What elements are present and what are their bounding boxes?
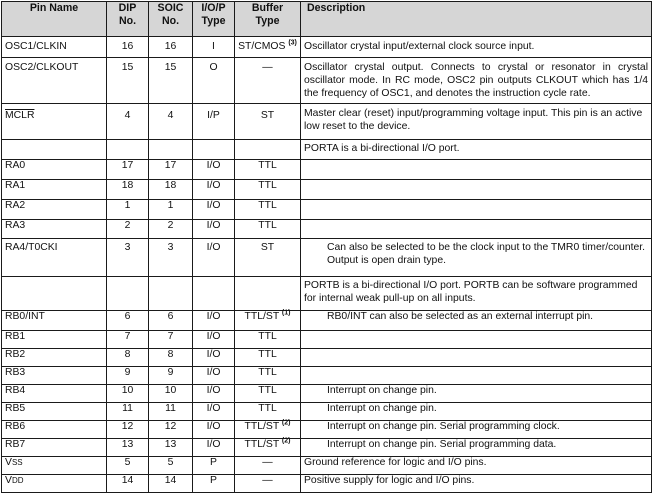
io-type: P — [193, 475, 235, 493]
pin-description: Ground reference for logic and I/O pins. — [301, 457, 652, 475]
soic-number: 8 — [149, 349, 193, 367]
pin-name: VDD — [2, 475, 107, 493]
buffer-type: ST — [235, 239, 301, 277]
pin-description: Positive supply for logic and I/O pins. — [301, 475, 652, 493]
buffer-type: TTL — [235, 180, 301, 200]
soic-number: 15 — [149, 58, 193, 104]
io-type: O — [193, 58, 235, 104]
pin-name: VSS — [2, 457, 107, 475]
io-type: I/O — [193, 385, 235, 403]
pin-name: OSC1/CLKIN — [2, 37, 107, 58]
port-a-header-row — [2, 140, 652, 160]
io-type: I/O — [193, 367, 235, 385]
table-row — [2, 385, 652, 403]
buffer-type: — — [235, 475, 301, 493]
pin-description: Can also be selected to be the clock input to the TMR0 timer/counter. Output is open drain type. — [301, 239, 652, 277]
buffer-type: TTL — [235, 220, 301, 239]
pin-name: RA4/T0CKI — [2, 239, 107, 277]
dip-number: 11 — [107, 403, 149, 421]
dip-number: 9 — [107, 367, 149, 385]
header-pin-name: Pin Name — [2, 2, 107, 37]
pin-name: RB2 — [2, 349, 107, 367]
io-type: I/O — [193, 349, 235, 367]
buffer-type: TTL/ST $^{(2)}$ — [235, 439, 301, 457]
io-type: P — [193, 457, 235, 475]
io-type: I/O — [193, 439, 235, 457]
dip-number: 18 — [107, 180, 149, 200]
pin-description: Oscillator crystal input/external clock source input. — [301, 37, 652, 58]
dip-number: 15 — [107, 58, 149, 104]
io-type: I/O — [193, 403, 235, 421]
dip-number: 6 — [107, 311, 149, 331]
porta-description: PORTA is a bi-directional I/O port. — [301, 140, 652, 160]
soic-number: 4 — [149, 104, 193, 140]
soic-number: 1 — [149, 200, 193, 220]
soic-number: 3 — [149, 239, 193, 277]
pin-description: Interrupt on change pin. — [301, 385, 652, 403]
buffer-type: TTL — [235, 403, 301, 421]
buffer-type: TTL — [235, 160, 301, 180]
pin-name: RB1 — [2, 331, 107, 349]
buffer-type: — — [235, 457, 301, 475]
soic-number: 6 — [149, 311, 193, 331]
dip-number: 8 — [107, 349, 149, 367]
buffer-type: TTL — [235, 385, 301, 403]
dip-number: 10 — [107, 385, 149, 403]
dip-number: 14 — [107, 475, 149, 493]
table-row — [2, 457, 652, 475]
soic-number: 18 — [149, 180, 193, 200]
pin-name: RA0 — [2, 160, 107, 180]
buffer-type: TTL — [235, 200, 301, 220]
soic-number: 11 — [149, 403, 193, 421]
port-b-header-row — [2, 277, 652, 311]
pin-name: RB3 — [2, 367, 107, 385]
buffer-type: TTL — [235, 367, 301, 385]
pin-name: RB4 — [2, 385, 107, 403]
table-row — [2, 349, 652, 367]
pin-name: RB6 — [2, 421, 107, 439]
pin-description-table — [1, 1, 652, 493]
dip-number: 17 — [107, 160, 149, 180]
table-row — [2, 331, 652, 349]
soic-number: 14 — [149, 475, 193, 493]
io-type: I — [193, 37, 235, 58]
io-type: I/O — [193, 239, 235, 277]
pin-description: Interrupt on change pin. — [301, 403, 652, 421]
header-dip: DIP No. — [107, 2, 149, 37]
pin-description: Oscillator crystal output. Connects to crystal or resonator in crystal oscillator mode. In RC mode, OSC2 pin outputs CLKOUT which has 1/4 the frequency of OSC1, and denotes the instruction cycle rate. — [301, 58, 652, 104]
soic-number: 17 — [149, 160, 193, 180]
pin-description: Interrupt on change pin. Serial programming data. — [301, 439, 652, 457]
soic-number: 5 — [149, 457, 193, 475]
table-row — [2, 403, 652, 421]
io-type: I/O — [193, 311, 235, 331]
io-type: I/O — [193, 200, 235, 220]
header-row — [2, 2, 652, 37]
table-row — [2, 37, 652, 58]
soic-number: 12 — [149, 421, 193, 439]
pin-description: RB0/INT can also be selected as an external interrupt pin. — [301, 311, 652, 331]
dip-number: 12 — [107, 421, 149, 439]
pin-name: RA1 — [2, 180, 107, 200]
soic-number: 10 — [149, 385, 193, 403]
io-type: I/O — [193, 220, 235, 239]
header-buffer-type: Buffer Type — [235, 2, 301, 37]
buffer-type: ST — [235, 104, 301, 140]
footnote-ref: (2) — [281, 437, 291, 445]
table-row — [2, 421, 652, 439]
dip-number: 2 — [107, 220, 149, 239]
dip-number: 3 — [107, 239, 149, 277]
soic-number: 9 — [149, 367, 193, 385]
table-row — [2, 311, 652, 331]
soic-number: 13 — [149, 439, 193, 457]
table-row — [2, 475, 652, 493]
table-row — [2, 180, 652, 200]
table-row — [2, 439, 652, 457]
buffer-type: TTL — [235, 349, 301, 367]
pin-name: MCLR — [2, 104, 107, 140]
dip-number: 1 — [107, 200, 149, 220]
footnote-ref: (2) — [281, 419, 291, 427]
soic-number: 2 — [149, 220, 193, 239]
portb-description: PORTB is a bi-directional I/O port. PORTB can be software programmed for internal weak pull-up on all inputs. — [301, 277, 652, 311]
pin-description: Master clear (reset) input/programming voltage input. This pin is an active low reset to the device. — [301, 104, 652, 140]
table-row — [2, 58, 652, 104]
table-row — [2, 104, 652, 140]
dip-number: 4 — [107, 104, 149, 140]
pin-name: RA2 — [2, 200, 107, 220]
io-type: I/P — [193, 104, 235, 140]
footnote-ref: (1) — [281, 309, 291, 317]
dip-number: 16 — [107, 37, 149, 58]
dip-number: 13 — [107, 439, 149, 457]
soic-number: 16 — [149, 37, 193, 58]
pin-description: Interrupt on change pin. Serial programming clock. — [301, 421, 652, 439]
buffer-type: TTL/ST $^{(1)}$ — [235, 311, 301, 331]
dip-number: 7 — [107, 331, 149, 349]
header-soic: SOIC No. — [149, 2, 193, 37]
table-row — [2, 367, 652, 385]
buffer-type: TTL — [235, 331, 301, 349]
io-type: I/O — [193, 331, 235, 349]
buffer-type: — — [235, 58, 301, 104]
soic-number: 7 — [149, 331, 193, 349]
pin-name: RB5 — [2, 403, 107, 421]
buffer-type: ST/CMOS $^{(3)}$ — [235, 37, 301, 58]
footnote-ref: (3) — [288, 39, 297, 47]
table-row — [2, 220, 652, 239]
pin-name: OSC2/CLKOUT — [2, 58, 107, 104]
table-row — [2, 239, 652, 277]
io-type: I/O — [193, 180, 235, 200]
table-row — [2, 160, 652, 180]
pin-name: RA3 — [2, 220, 107, 239]
io-type: I/O — [193, 160, 235, 180]
header-io-type: I/O/P Type — [193, 2, 235, 37]
buffer-type: TTL/ST $^{(2)}$ — [235, 421, 301, 439]
pin-name: RB7 — [2, 439, 107, 457]
pin-name: RB0/INT — [2, 311, 107, 331]
header-description: Description — [301, 2, 652, 37]
dip-number: 5 — [107, 457, 149, 475]
table-row — [2, 200, 652, 220]
io-type: I/O — [193, 421, 235, 439]
